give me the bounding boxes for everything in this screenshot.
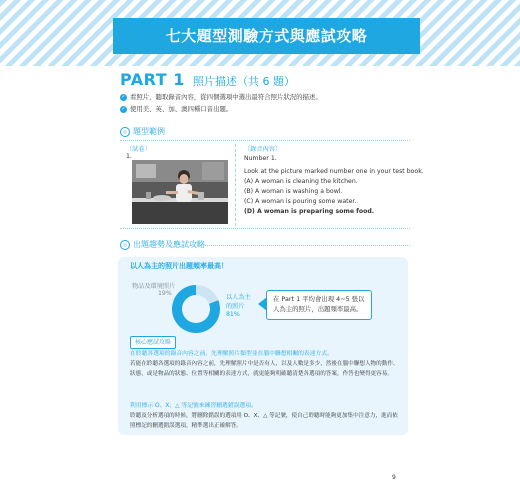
pie-pct-people: 81% xyxy=(226,311,240,318)
tips-tag: 核心應試攻略 xyxy=(130,336,176,349)
pie-pct-items: 19% xyxy=(158,290,172,297)
bullet-item xyxy=(120,103,232,115)
part-title: 照片描述（共 6 題） xyxy=(192,75,295,88)
bullet-item xyxy=(120,91,322,103)
header-banner xyxy=(0,0,520,66)
bullet-text: 使用美、英、加、澳四種口音出題。 xyxy=(130,105,233,113)
audio-option: (C) A woman is pouring some water. xyxy=(244,198,357,205)
pie-label-people-2: 的照片 xyxy=(226,303,245,310)
part-heading xyxy=(120,68,295,92)
check-icon: ✓ xyxy=(121,105,126,112)
pie-chart xyxy=(170,283,222,335)
check-icon: ✓ xyxy=(121,93,126,100)
section-icon xyxy=(120,240,130,250)
analysis-box-title: 以人為主的照片出題頻率最高！ xyxy=(130,262,228,270)
tip-2-title: 利用標示 O、X、△ 等記號來練習刪選錯誤選項。 xyxy=(130,403,257,409)
photo-illustration xyxy=(132,160,228,224)
divider xyxy=(120,140,410,141)
section-heading-text: 題型範例 xyxy=(133,127,165,136)
pie-label-items: 物品及環境照片 xyxy=(132,283,176,290)
photo-woman-in-kitchen xyxy=(132,160,228,224)
audio-option-answer: (D) A woman is preparing some food. xyxy=(244,208,375,215)
part-label: PART 1 xyxy=(120,70,185,89)
divider xyxy=(120,228,410,229)
test-number: 1. xyxy=(126,153,132,160)
bullet-text: 看照片，聽取錄音內容，從四個選項中選出最符合照片狀況的描述。 xyxy=(130,93,322,101)
audio-option: (A) A woman is cleaning the kitchen. xyxy=(244,178,358,185)
section-heading-sample xyxy=(120,125,165,139)
section-heading-analysis xyxy=(120,238,205,252)
audio-number: Number 1. xyxy=(244,155,277,162)
pie-slice xyxy=(196,285,218,304)
audio-intro: Look at the picture marked number one in your test book. xyxy=(244,168,424,175)
column-divider xyxy=(235,144,236,226)
callout-box: 在 Part 1 平均會出現 4~5 張以人為主的照片，出題頻率最高。 xyxy=(266,290,372,320)
page-number: 9 xyxy=(392,474,396,481)
page-title: 七大題型測驗方式與應試攻略 xyxy=(165,27,368,45)
section-heading-text: 出題趨勢及應試攻略 xyxy=(133,240,205,249)
tip-2-body: 聆聽及分析選項的時候，將刪除錯誤的選項用 O、X、△ 等記號，使自己聆聽時能夠更加集中注意力，進而依照標記的刪選錯誤選項，精準選出正確解答。 xyxy=(130,413,398,429)
divider xyxy=(200,245,410,246)
tip-1-body: 若能在聆聽各選項的錄音內容之前，先理解照片中是否有人，以及人數是多少，然後在腦中聯想人物的動作、狀態，或是物品的狀態、位置等相關的表達方式，就更能夠明確聽清楚各選項的答案，作答也變得更容易。 xyxy=(130,361,399,377)
section-icon xyxy=(120,127,130,137)
audio-option: (B) A woman is washing a bowl. xyxy=(244,188,343,195)
test-label: 〔試卷〕 xyxy=(126,146,151,153)
audio-label: 〔錄音內容〕 xyxy=(244,146,282,153)
tip-1-title: 在聆聽各選項的錄音內容之前，先理解照片類型並在腦中聯想相關的表達方式。 xyxy=(130,351,333,357)
pie-label-people: 以人為主 xyxy=(226,294,251,301)
